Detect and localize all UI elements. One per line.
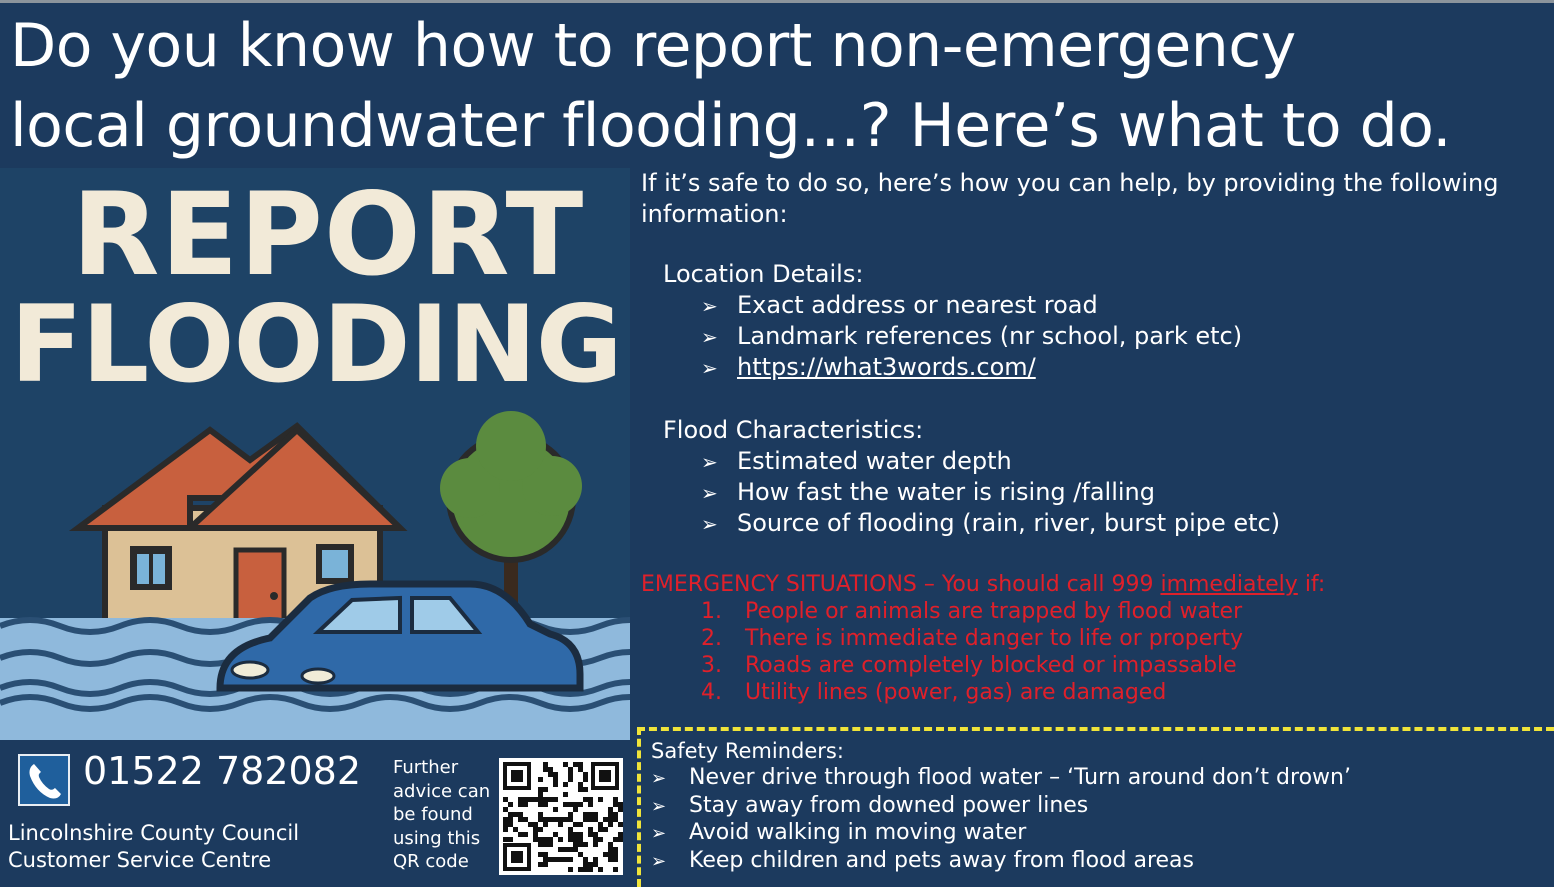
list-item: ➢ Avoid walking in moving water — [651, 820, 1027, 845]
arrow-bullet-icon: ➢ — [701, 450, 718, 474]
top-border — [0, 0, 1554, 3]
arrow-bullet-icon: ➢ — [651, 768, 667, 789]
headline-line-1: Do you know how to report non-emergency — [10, 11, 1296, 81]
flood-characteristics-list — [701, 446, 1280, 539]
arrow-bullet-icon: ➢ — [651, 795, 667, 817]
arrow-bullet-icon: ➢ — [701, 325, 718, 349]
list-item: 3. Roads are completely blocked or impassable — [701, 653, 1237, 678]
arrow-bullet-icon: ➢ — [701, 481, 718, 505]
page-headline — [10, 6, 1550, 166]
intro-text — [641, 168, 1541, 230]
arrow-bullet-icon: ➢ — [651, 850, 667, 872]
list-item — [701, 352, 1242, 383]
flood-characteristics-title: Flood Characteristics: — [663, 416, 924, 444]
headline-line-2: local groundwater flooding…? Here’s what to do. — [10, 91, 1451, 161]
location-details-title: Location Details: — [663, 260, 864, 288]
list-item: ➢ Never drive through flood water – ‘Turn around don’t drown’ — [651, 765, 1351, 790]
arrow-bullet-icon: ➢ — [701, 294, 718, 318]
info-section — [641, 168, 1541, 537]
contact-panel — [0, 740, 632, 875]
arrow-bullet-icon: ➢ — [701, 512, 718, 536]
list-item: ➢ Stay away from downed power lines — [651, 792, 1089, 818]
safety-reminders-title: Safety Reminders: — [651, 739, 844, 763]
arrow-bullet-icon: ➢ — [651, 823, 667, 844]
arrow-bullet-icon: ➢ — [701, 356, 718, 380]
safety-reminders-list — [651, 765, 1351, 875]
what3words-link[interactable]: https://what3words.com/ — [737, 353, 1036, 381]
list-item: 2. There is immediate danger to life or property — [701, 626, 1243, 651]
phone-icon — [18, 754, 70, 806]
list-item: ➢ Estimated water depth — [701, 446, 1280, 477]
qr-advice-text: Further advice can be found using this QR code — [393, 757, 491, 872]
report-flooding-poster — [0, 168, 630, 740]
list-item: ➢ Exact address or nearest road — [701, 290, 1242, 321]
list-item: ➢ Landmark references (nr school, park etc) — [701, 321, 1242, 352]
location-details-list — [701, 290, 1242, 383]
list-item: ➢ Source of flooding (rain, river, burst pipe etc) — [701, 508, 1280, 539]
poster-title-flooding: FLOODING — [10, 283, 622, 406]
phone-number[interactable]: 01522 782082 — [83, 749, 362, 793]
list-item: ➢ Keep children and pets away from flood areas — [651, 847, 1195, 873]
emergency-heading: EMERGENCY SITUATIONS – You should call 999 immediately if: — [641, 572, 1326, 597]
list-item: 4. Utility lines (power, gas) are damaged — [701, 680, 1167, 705]
poster-title-report: REPORT — [71, 168, 585, 301]
list-item: 1. People or animals are trapped by flood water — [701, 599, 1243, 624]
list-item: ➢ How fast the water is rising /falling — [701, 477, 1280, 508]
council-name: Lincolnshire County Council Customer Service Centre — [8, 821, 300, 872]
emergency-list — [701, 598, 1243, 706]
intro-line-2: information: — [641, 200, 788, 228]
qr-code[interactable] — [499, 758, 623, 875]
safety-reminders-box — [637, 727, 1554, 887]
intro-line-1: If it’s safe to do so, here’s how you can help, by providing the following — [641, 169, 1499, 197]
emergency-situations — [641, 571, 1541, 705]
